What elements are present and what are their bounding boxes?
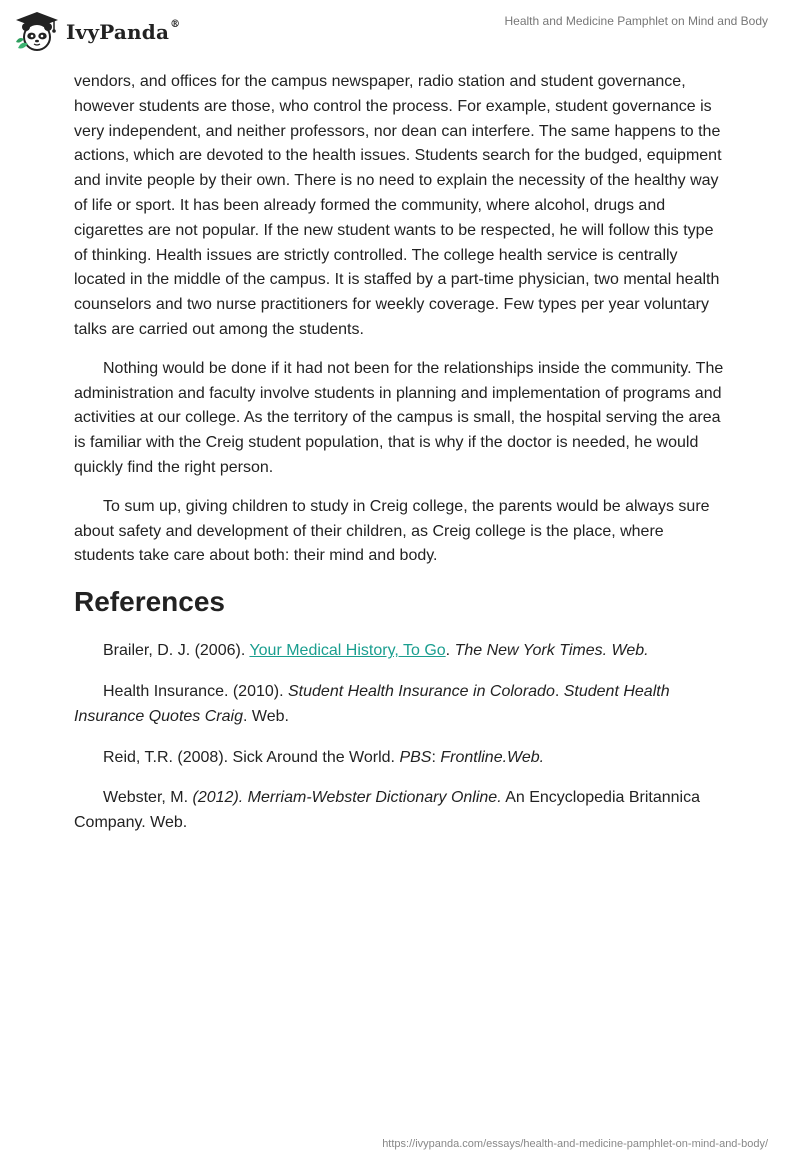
reference-item: Webster, M. (2012). Merriam-Webster Dictionary Online. An Encyclopedia Britannica Company. Web. [74,789,700,832]
document-title: Health and Medicine Pamphlet on Mind and Body [504,14,768,28]
reference-item: Health Insurance. (2010). Student Health Insurance in Colorado. Student Health Insurance Quotes Craig. Web. [74,682,670,725]
references-heading: References [74,586,225,618]
footer-url[interactable]: https://ivypanda.com/essays/health-and-medicine-pamphlet-on-mind-and-body/ [382,1138,768,1150]
ivypanda-logo[interactable] [14,10,180,54]
brand-name: IvyPanda® [66,19,181,44]
body-paragraph: Nothing would be done if it had not been for the relationships inside the community. The administration and faculty involve students in planning and implementation of programs and activities at our college. As the territory of the campus is small, the hospital serving the area is familiar with the Creig student population, that is why if the doctor is needed, he would quickly find the right person. [74,359,724,476]
panda-graduate-icon [14,10,60,54]
body-paragraph: vendors, and offices for the campus newspaper, radio station and student governance, however students are those, who control the process. For example, student governance is very independent, and neither professors, nor dean can interfere. The same happens to the actions, which are devoted to the health issues. Students search for the budged, equipment and invite people by their own. There is no need to explain the necessity of the healthy way of life or sport. It has been already formed the community, where alcohol, drugs and cigarettes are not popular. If the new student wants to be respected, he will follow this type of thinking. Health issues are strictly controlled. The college health service is centrally located in the middle of the campus. It is staffed by a part-time physician, two mental health counselors and two nurse practitioners for weekly coverage. Few types per year voluntary talks are carried out among the students. [74,73,722,338]
essay-content [74,70,726,852]
reference-item: Reid, T.R. (2008). Sick Around the World. PBS: Frontline.Web. [103,748,545,766]
reference-item: Brailer, D. J. (2006). Your Medical History, To Go. The New York Times. Web. [103,642,649,660]
page-header [0,0,800,70]
body-paragraph: To sum up, giving children to study in Creig college, the parents would be always sure about safety and development of their children, as Creig college is the place, where students take care about both: their mind and body. [74,497,710,565]
reference-link[interactable]: Your Medical History, To Go [249,642,446,660]
